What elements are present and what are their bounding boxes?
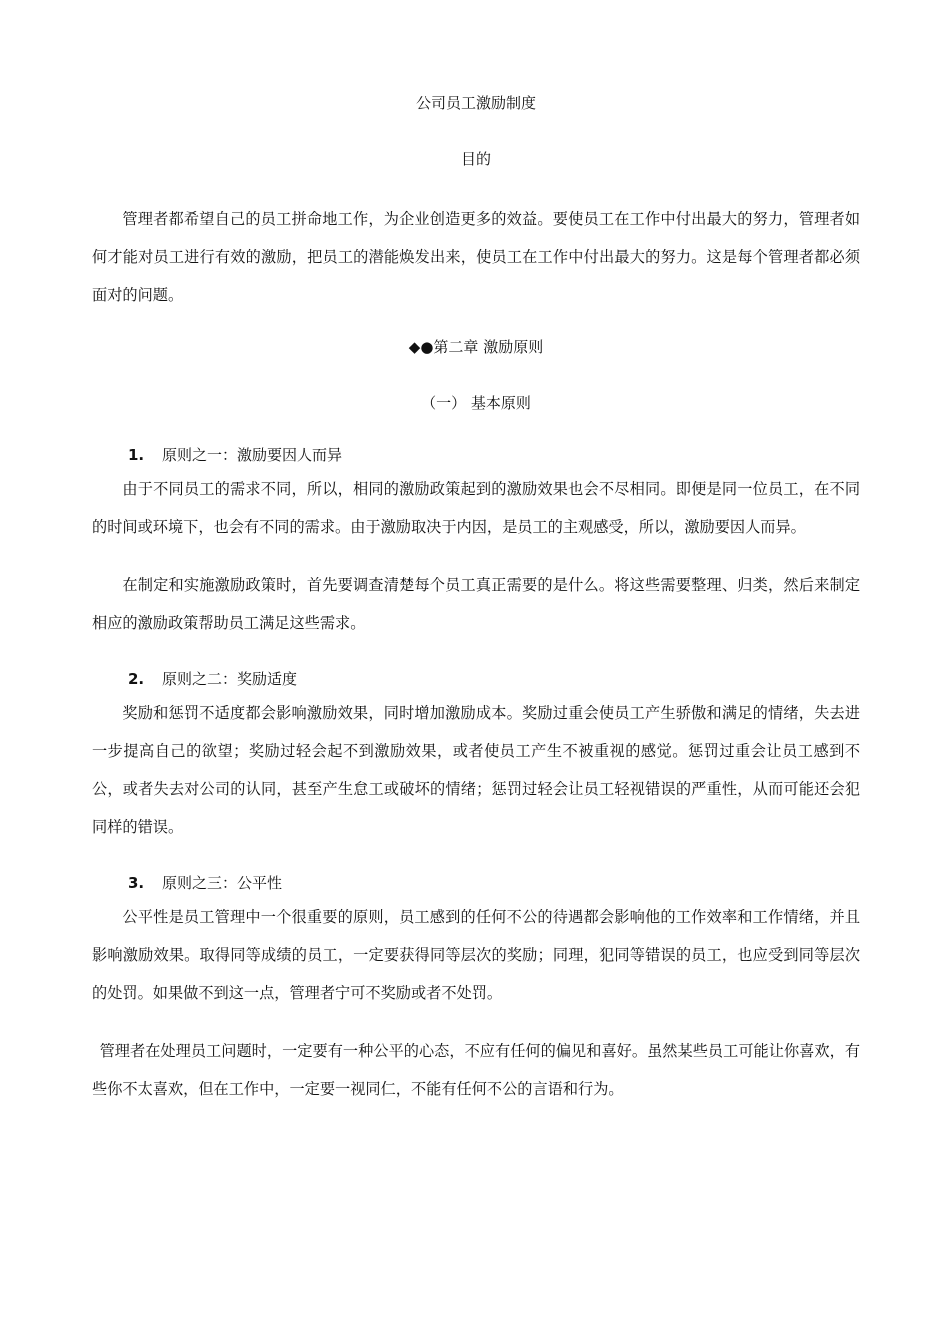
document-subtitle: 目的 bbox=[460, 150, 491, 168]
principle-1-heading bbox=[92, 440, 860, 470]
principle-3-paragraph-1: 公平性是员工管理中一个很重要的原则，员工感到的任何不公的待遇都会影响他的工作效率和工作情绪，并且影响激励效果。取得同等成绩的员工，一定要获得同等层次的奖励；同理，犯同等错误的员工，也应受到同等层次的处罚。如果做不到这一点，管理者宁可不奖励或者不处罚。 bbox=[92, 908, 860, 1002]
principle-number: 3. bbox=[128, 874, 145, 892]
document-page bbox=[92, 88, 860, 1108]
principle-1-paragraph-1: 由于不同员工的需求不同，所以，相同的激励政策起到的激励效果也会不尽相同。即便是同一位员工，在不同的时间或环境下，也会有不同的需求。由于激励取决于内因，是员工的主观感受，所以，激励要因人而异。 bbox=[92, 480, 860, 536]
principle-title: 原则之三：公平性 bbox=[162, 874, 283, 892]
principle-number: 1. bbox=[128, 446, 145, 464]
chapter-title: 第二章 激励原则 bbox=[433, 338, 544, 356]
principle-number: 2. bbox=[128, 670, 145, 688]
principle-2-heading bbox=[92, 664, 860, 694]
chapter-heading bbox=[92, 332, 860, 362]
principle-title: 原则之二：奖励适度 bbox=[162, 670, 298, 688]
diamond-bullet-icon: ◆● bbox=[408, 338, 434, 356]
principle-3-heading bbox=[92, 868, 860, 898]
principle-title: 原则之一：激励要因人而异 bbox=[162, 446, 343, 464]
principle-3-paragraph-2: 管理者在处理员工问题时，一定要有一种公平的心态，不应有任何的偏见和喜好。虽然某些员工可能让你喜欢，有些你不太喜欢，但在工作中，一定要一视同仁，不能有任何不公的言语和行为。 bbox=[92, 1042, 860, 1098]
principle-1-paragraph-2: 在制定和实施激励政策时，首先要调查清楚每个员工真正需要的是什么。将这些需要整理、归类，然后来制定相应的激励政策帮助员工满足这些需求。 bbox=[92, 576, 860, 632]
section-heading: （一） 基本原则 bbox=[421, 394, 531, 412]
intro-paragraph: 管理者都希望自己的员工拼命地工作，为企业创造更多的效益。要使员工在工作中付出最大的努力，管理者如何才能对员工进行有效的激励，把员工的潜能焕发出来，使员工在工作中付出最大的努力。这是每个管理者都必须面对的问题。 bbox=[92, 210, 860, 304]
document-title: 公司员工激励制度 bbox=[415, 94, 536, 112]
principle-2-paragraph-1: 奖励和惩罚不适度都会影响激励效果，同时增加激励成本。奖励过重会使员工产生骄傲和满足的情绪，失去进一步提高自己的欲望；奖励过轻会起不到激励效果，或者使员工产生不被重视的感觉。惩罚过重会让员工感到不公，或者失去对公司的认同，甚至产生怠工或破坏的情绪；惩罚过轻会让员工轻视错误的严重性，从而可能还会犯同样的错误。 bbox=[92, 704, 860, 836]
